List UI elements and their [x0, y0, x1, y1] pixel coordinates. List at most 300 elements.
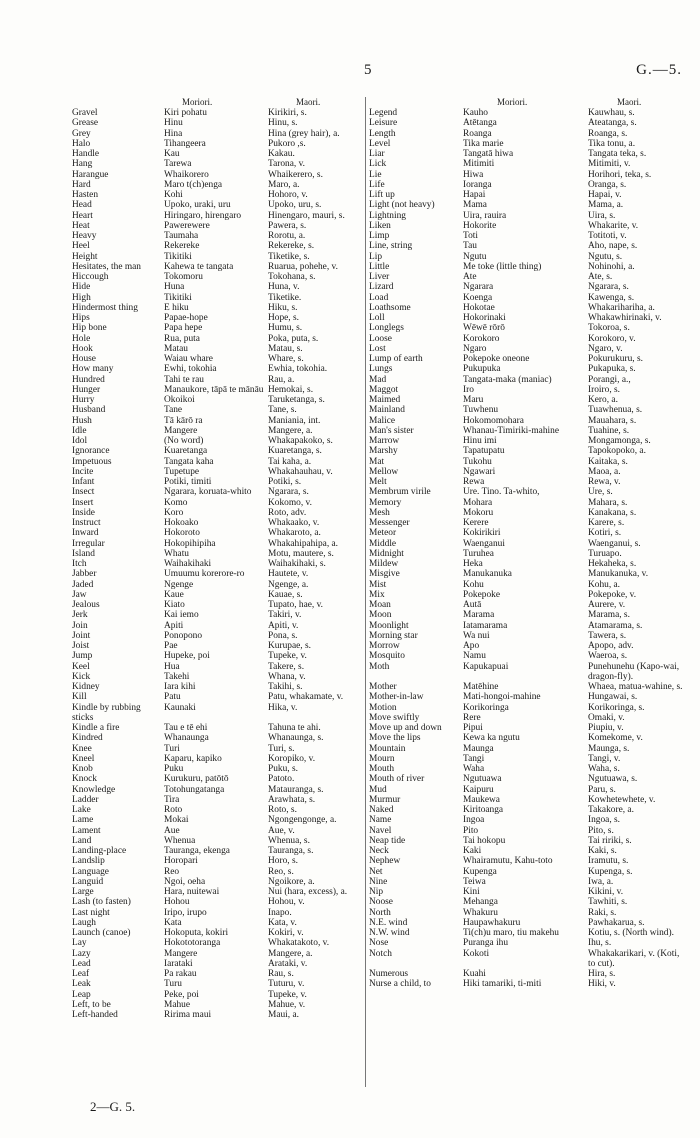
maori-word: Kohu, a. [588, 579, 621, 590]
maori-word: Motu, mautere, s. [268, 548, 334, 559]
maori-word: Inapo. [268, 907, 292, 918]
vocab-entry [72, 1010, 362, 1020]
maori-word: Kauwhau, s. [588, 108, 635, 118]
english-word: Mouth of river [369, 774, 425, 785]
moriori-word: Tika marie [463, 138, 504, 149]
moriori-word: Kai iemo [164, 610, 199, 621]
moriori-word: Hinu [164, 118, 183, 129]
moriori-word: Kuaretanga [164, 446, 208, 457]
maori-word: Ruarua, pohehe, v. [268, 261, 338, 272]
moriori-word: Waenganui [463, 538, 505, 549]
maori-word: Totitoti, v. [588, 231, 627, 241]
moriori-word: Mangere [164, 948, 198, 959]
maori-word: Mongamonga, s. [588, 436, 651, 446]
moriori-word: Kiritoanga [463, 805, 504, 815]
maori-word: Uira, s. [588, 210, 616, 221]
moriori-word: Hupeke, poi [164, 651, 210, 662]
maori-word: Whaikerero, s. [268, 169, 323, 180]
maori-word: Tawera, s. [588, 630, 627, 641]
maori-word: Kawenga, s. [588, 292, 635, 303]
english-word: Mountain [369, 743, 406, 754]
english-word: Hurry [72, 395, 95, 405]
vocab-entry [369, 426, 691, 436]
moriori-word: Hokotae [463, 302, 495, 313]
vocab-entry [72, 590, 362, 600]
moriori-word: Ngoi, oeha [164, 876, 206, 887]
vocab-entry [369, 651, 691, 661]
maori-word: Nohinohi, a. [588, 261, 635, 272]
maori-word: Ngongengonge, a. [268, 815, 337, 826]
moriori-word: Rewa [463, 477, 485, 487]
english-word: Morrow [369, 641, 400, 651]
vocab-entry [72, 487, 362, 497]
moriori-word: (No word) [164, 436, 204, 446]
moriori-word: Pae [164, 641, 178, 651]
maori-word: Ewhia, tokohia. [268, 364, 328, 375]
vocab-entry [72, 334, 362, 344]
english-word: Membrum virile [369, 487, 431, 498]
vocab-entry [72, 969, 362, 979]
english-word: Murmur [369, 794, 401, 805]
maori-word: Korokoro, v. [588, 333, 636, 344]
english-word: Harangue [72, 169, 109, 180]
maori-word: Tuawhenua, s. [588, 405, 643, 416]
maori-word: Kotiri, s. [588, 528, 622, 539]
english-word: Inside [72, 507, 95, 518]
vocab-entry [369, 867, 691, 877]
english-word: Mainland [369, 405, 405, 416]
maori-word: Tiketike, s. [268, 251, 310, 262]
maori-word: Aurere, v. [588, 600, 626, 610]
moriori-word: Tau [463, 241, 477, 252]
vocab-entry [369, 108, 691, 118]
maori-word: Tiketike. [268, 292, 302, 303]
maori-word: Tane, s. [268, 405, 297, 416]
vocab-entry [72, 1000, 362, 1010]
moriori-word: Whatu [164, 548, 189, 559]
vocab-entry [369, 764, 691, 774]
moriori-word: Whenua [164, 835, 196, 846]
english-word: Little [369, 261, 390, 272]
english-word: Hole [72, 333, 91, 344]
vocab-entry [369, 559, 691, 569]
english-word: Line, string [369, 241, 413, 252]
maori-word: Pawera, s. [268, 220, 307, 231]
moriori-word: Iarataki [164, 958, 193, 969]
vocab-entry [72, 170, 362, 180]
moriori-word: Hina [164, 128, 183, 139]
moriori-word: Koenga [463, 292, 493, 303]
english-word: Moon [369, 610, 392, 621]
vocab-entry [369, 334, 691, 344]
vocab-entry [369, 662, 691, 683]
vocab-entry [369, 877, 691, 887]
moriori-word: Huna [164, 282, 185, 293]
vocab-entry [72, 621, 362, 631]
english-word: Heavy [72, 231, 97, 241]
vocab-entry [72, 354, 362, 364]
vocabulary-column-left [72, 97, 362, 1020]
moriori-word: Manaukore, tāpā te mānāu [164, 384, 264, 395]
moriori-word: Tau e tē ehi [164, 723, 208, 733]
english-word: Hasten [72, 190, 99, 200]
maori-word: Turuapo. [588, 548, 622, 559]
vocab-entry [369, 303, 691, 313]
page-number: 5 [364, 62, 372, 78]
moriori-word: Ti(ch)u maro, tiu makehu [463, 928, 559, 938]
vocab-entry [369, 416, 691, 426]
moriori-word: Kokoti [463, 948, 490, 959]
maori-word: Reo, s. [268, 866, 294, 877]
english-word: Heel [72, 241, 90, 252]
vocab-entry [72, 508, 362, 518]
vocab-entry [369, 262, 691, 272]
moriori-word: Kahewa te tangata [164, 261, 234, 272]
maori-word: Tangi, v. [588, 753, 621, 764]
moriori-word: Aue [164, 825, 180, 836]
maori-word: Whakaroto, a. [268, 528, 321, 539]
moriori-word: Upoko, uraki, uru [164, 200, 231, 211]
vocab-entry [369, 190, 691, 200]
vocab-entry [72, 856, 362, 866]
maori-word: Mama, a. [588, 200, 624, 211]
maori-word: Hinu, s. [268, 118, 298, 129]
english-word: Lick [369, 159, 387, 170]
english-word: Liver [369, 272, 390, 282]
maori-word: Mangere, a. [268, 425, 313, 436]
moriori-word: Me toke (little thing) [463, 261, 542, 272]
maori-word: Porangi, a., [588, 374, 631, 385]
page-signature: 2—G. 5. [90, 1099, 136, 1114]
vocab-entry [72, 723, 362, 733]
vocab-entry [369, 979, 691, 989]
english-word: Moonlight [369, 620, 409, 631]
moriori-word: Iara kihi [164, 682, 196, 692]
maori-word: Roanga, s. [588, 128, 628, 139]
vocab-entry [369, 313, 691, 323]
moriori-word: Tarewa [164, 159, 192, 170]
moriori-word: Kiri pohatu [164, 108, 207, 118]
english-word: Knee [72, 743, 92, 754]
vocab-entry [72, 344, 362, 354]
vocab-entry [369, 159, 691, 169]
moriori-word: Turi [164, 743, 180, 754]
maori-word: Pawhakarua, s. [588, 917, 645, 928]
vocab-entry [72, 949, 362, 959]
maori-word: Iramutu, s. [588, 856, 629, 867]
maori-word: Tarona, v. [268, 159, 305, 170]
maori-word: Kurupae, s. [268, 641, 311, 651]
english-word: Mellow [369, 466, 399, 477]
moriori-word: Hinu imi [463, 436, 497, 446]
maori-word: Tokoroa, s. [588, 323, 630, 334]
vocabulary-column-right [369, 97, 691, 990]
vocab-entry [72, 938, 362, 948]
moriori-word: Hokomomohara [463, 415, 524, 426]
moriori-word: Ngutuawa [463, 774, 502, 785]
moriori-word: Tangatā hiwa [463, 149, 514, 159]
english-word: Lead [72, 958, 91, 969]
moriori-word: Roanga [463, 128, 492, 139]
english-word: Notch [369, 948, 392, 959]
moriori-word: Wēwē rōrō [463, 323, 505, 334]
vocab-entry [369, 149, 691, 159]
moriori-word: Tira [164, 794, 180, 805]
vocab-entry [72, 436, 362, 446]
maori-word: Tapokopoko, a. [588, 446, 646, 457]
maori-word: Maui, a. [268, 1010, 299, 1020]
maori-word: Arataki, v. [268, 958, 308, 969]
moriori-word: Kini [463, 887, 480, 897]
english-word: Liken [369, 220, 391, 231]
moriori-word: Mati-hongoi-mahine [463, 692, 541, 703]
moriori-word: Kaki [463, 846, 482, 856]
maori-word: Poka, puta, s. [268, 333, 319, 344]
maori-word: Ngutu, s. [588, 251, 623, 262]
english-word: Jaw [72, 589, 87, 600]
moriori-word: Turu [164, 979, 182, 990]
moriori-word: Tauranga, ekenga [164, 846, 230, 856]
vocab-entry [369, 405, 691, 415]
english-word: Move swiftly [369, 712, 420, 723]
english-word: Kill [72, 692, 87, 703]
vocab-entry [72, 549, 362, 559]
maori-word: Humu, s. [268, 323, 303, 334]
maori-word: Mitimiti, v. [588, 159, 631, 170]
moriori-word: Pokepoke oneone [463, 354, 530, 364]
moriori-word: Puku [164, 764, 184, 774]
moriori-word: Mehanga [463, 897, 498, 908]
vocab-entry [72, 282, 362, 292]
maori-word: Hautete, v. [268, 569, 309, 580]
maori-word: Takere, s. [268, 661, 305, 672]
vocab-entry [72, 754, 362, 764]
moriori-word: Pukupuka [463, 364, 501, 375]
english-word: Lame [72, 815, 94, 826]
vocab-entry [72, 867, 362, 877]
english-word: Husband [72, 405, 106, 416]
moriori-word: Patu [164, 692, 181, 703]
vocab-entry [72, 416, 362, 426]
english-word: Lizard [369, 282, 394, 293]
maori-word: Horihori, teka, s. [588, 169, 652, 180]
vocab-entry [72, 580, 362, 590]
english-word: Mud [369, 784, 387, 795]
vocab-entry [72, 190, 362, 200]
moriori-word: Tukohu [463, 456, 492, 467]
english-word: Inward [72, 528, 99, 539]
maori-word: Tokohana, s. [268, 272, 316, 282]
moriori-word: Hiki tamariki, ti-miti [463, 979, 542, 990]
moriori-word: Hohou [164, 897, 190, 908]
english-word: Lament [72, 825, 101, 836]
maori-word: Horo, s. [268, 856, 298, 867]
english-word: Lightning [369, 210, 406, 221]
moriori-word: Hiringaro, hirengaro [164, 210, 242, 221]
english-word: Jump [72, 651, 93, 662]
english-word: Mad [369, 374, 387, 385]
maori-word: Whaea, matua-wahine, s. [588, 682, 683, 692]
english-word: Middle [369, 538, 397, 549]
maori-word: Omaki, v. [588, 712, 625, 723]
english-word: Island [72, 548, 95, 559]
english-word: Left, to be [72, 999, 111, 1010]
maori-word: Whakahipahipa, a. [268, 538, 339, 549]
english-word: How many [72, 364, 114, 375]
maori-word: Ure, s. [588, 487, 613, 498]
english-word: Ignorance [72, 446, 110, 457]
vocab-entry [369, 293, 691, 303]
moriori-word: Hokorite [463, 220, 497, 231]
moriori-word: Pa rakau [164, 969, 197, 979]
english-word: Moth [369, 661, 390, 672]
moriori-word: Ure. Tino. Ta-whito, [463, 487, 540, 498]
moriori-word: Rua, puta [164, 333, 200, 344]
vocab-entry [369, 682, 691, 692]
maori-word: Hiki, v. [588, 979, 616, 990]
moriori-word: Tupetupe [164, 466, 200, 477]
english-word: Mother-in-law [369, 692, 424, 703]
english-word: Limp [369, 231, 390, 241]
moriori-word: Ate [463, 272, 477, 282]
maori-word: Atamarama, s. [588, 620, 643, 631]
english-word: Marshy [369, 446, 398, 457]
english-word: Mix [369, 589, 385, 600]
english-word: Land [72, 835, 92, 846]
maori-word: Rau, s. [268, 969, 294, 979]
moriori-word: Koro [164, 507, 184, 518]
maori-word: Whakarite, v. [588, 220, 639, 231]
moriori-word: Hokorinaki [463, 313, 506, 323]
maori-word: Kokiri, v. [268, 928, 304, 938]
vocab-entry [369, 549, 691, 559]
moriori-word: Kokirikiri [463, 528, 501, 539]
moriori-word: Wa nui [463, 630, 490, 641]
maori-word: Huna, v. [268, 282, 300, 293]
english-word: Neck [369, 846, 389, 856]
moriori-word: Tangi [463, 753, 485, 764]
moriori-word: Whakuru [463, 907, 498, 918]
english-word: High [72, 292, 91, 303]
maori-word: Arawhata, s. [268, 794, 316, 805]
english-word: Heart [72, 210, 93, 221]
english-word: Itch [72, 559, 87, 569]
maori-word: Whakawhirinaki, v. [588, 313, 662, 323]
maori-word: Tai kaha, a. [268, 456, 312, 467]
maori-word: Piupiu, v. [588, 723, 624, 733]
vocab-entry [369, 436, 691, 446]
maori-word: Hohou, v. [268, 897, 305, 908]
moriori-word: Manukanuka [463, 569, 512, 580]
maori-word: Tupeke, v. [268, 651, 307, 662]
vocab-entry [72, 118, 362, 128]
maori-word: Ngenge, a. [268, 579, 309, 590]
moriori-word: Hara, nuitewai [164, 887, 220, 897]
english-word: Numerous [369, 969, 409, 979]
maori-word: Takakore, a. [588, 805, 634, 815]
vocab-entry [369, 528, 691, 538]
moriori-word: Maukewa [463, 794, 500, 805]
maori-word: Ngarara, s. [268, 487, 309, 498]
column-header-row [369, 97, 691, 108]
english-word: Left-handed [72, 1010, 118, 1020]
maori-word: Whakapakoko, s. [268, 436, 333, 446]
moriori-word: Korokoro [463, 333, 500, 344]
vocab-entry [369, 969, 691, 979]
english-word: Mourn [369, 753, 395, 764]
moriori-word: Papae-hope [164, 313, 208, 323]
moriori-header: Moriori. [497, 97, 528, 107]
english-word: Grease [72, 118, 99, 129]
english-word: Mesh [369, 507, 390, 518]
english-word: Knob [72, 764, 93, 774]
english-word: Join [72, 620, 88, 631]
vocab-entry [72, 918, 362, 928]
english-word: Legend [369, 108, 398, 118]
maori-word: Paru, s. [588, 784, 616, 795]
maori-word: Tai ririki, s. [588, 835, 632, 846]
vocab-entry [72, 703, 362, 724]
vocab-entry [72, 744, 362, 754]
moriori-word: Kuahi [463, 969, 486, 979]
vocab-entry [72, 877, 362, 887]
vocab-entry [369, 118, 691, 128]
moriori-word: Tai hokopu [463, 835, 506, 846]
english-word: Mist [369, 579, 387, 590]
english-word: Heat [72, 220, 90, 231]
english-word: Lump of earth [369, 354, 423, 364]
document-reference: G.—5. [636, 62, 682, 78]
maori-word: Karere, s. [588, 518, 625, 528]
maori-word: Mauahara, s. [588, 415, 637, 426]
english-word: Idle [72, 425, 87, 436]
english-word: Large [72, 887, 94, 897]
moriori-word: E hiku [164, 302, 189, 313]
moriori-word: Kewa ka ngutu [463, 733, 520, 744]
vocab-entry [369, 918, 691, 928]
maori-word: Tuahine, s. [588, 425, 630, 436]
english-word: Motion [369, 702, 397, 713]
moriori-word: Mama [463, 200, 487, 211]
maori-word: Whakakarikari, v. (Koti, to cut). [588, 948, 680, 969]
english-word: Jerk [72, 610, 88, 621]
moriori-word: Uira, rauira [463, 210, 507, 221]
vocab-entry [72, 692, 362, 702]
vocab-entry [72, 672, 362, 682]
maori-word: Apiti, v. [268, 620, 299, 631]
vocab-entry [72, 785, 362, 795]
english-word: Morning star [369, 630, 418, 641]
english-word: Hiccough [72, 272, 109, 282]
vocab-entry [72, 662, 362, 672]
vocab-entry [369, 231, 691, 241]
english-word: Landslip [72, 856, 105, 867]
moriori-word: Rere [463, 712, 481, 723]
vocab-entry [72, 990, 362, 1000]
maori-word: Tupeke, v. [268, 989, 307, 1000]
vocab-entry [72, 303, 362, 313]
vocab-entry [369, 744, 691, 754]
vocab-entry [72, 764, 362, 774]
moriori-word: Whaikorero [164, 169, 209, 180]
english-word: Leap [72, 989, 91, 1000]
vocab-entry [72, 539, 362, 549]
moriori-word: Iro [463, 384, 474, 395]
english-word: Joist [72, 641, 90, 651]
moriori-word: Tahi te rau [164, 374, 204, 385]
moriori-word: Kohu [463, 579, 484, 590]
moriori-word: Kiato [164, 600, 185, 610]
